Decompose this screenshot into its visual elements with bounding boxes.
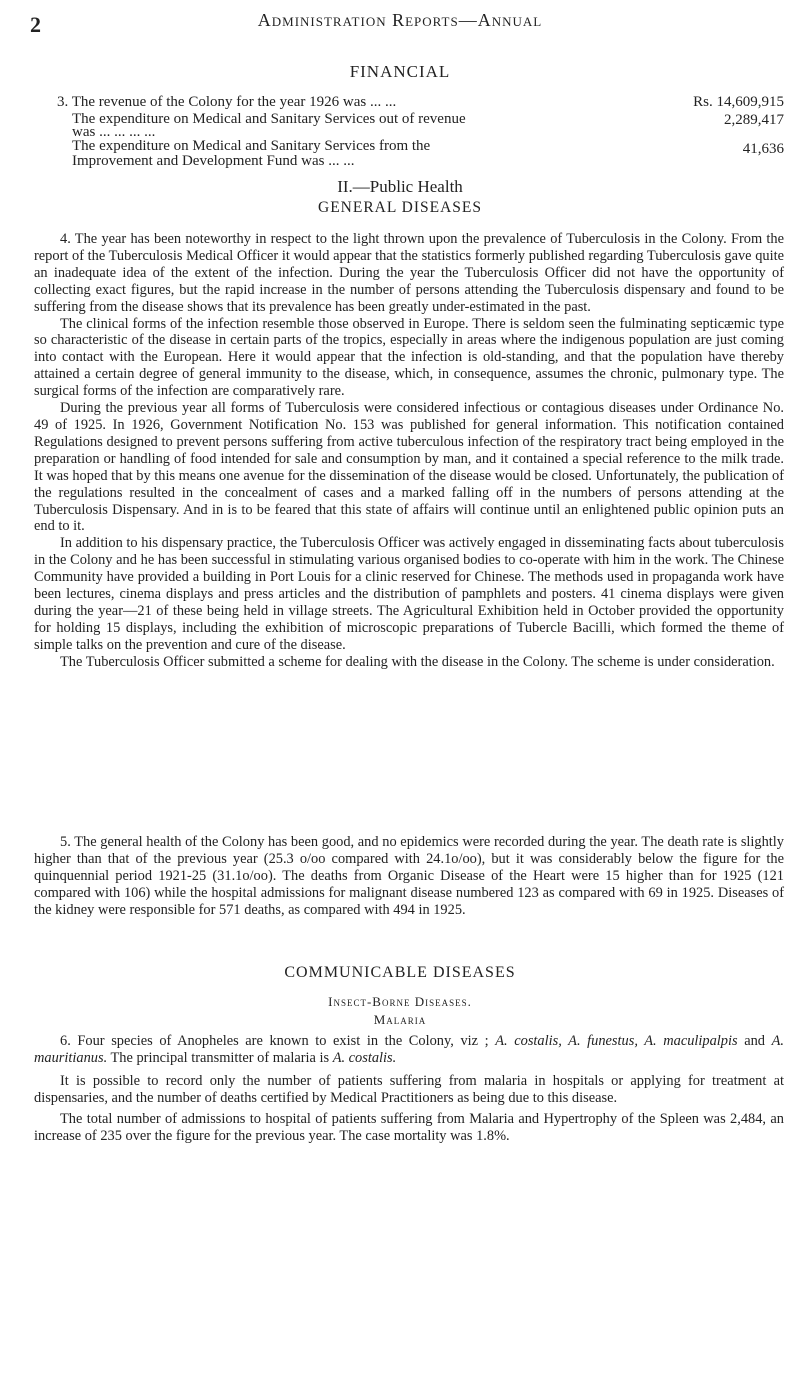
financial-row-label: 3. The revenue of the Colony for the year 1926 was ... ... — [57, 94, 397, 110]
page-number: 2 — [30, 12, 41, 37]
insect-borne-heading: Insect-Borne Diseases. — [328, 994, 472, 1009]
paragraph: During the previous year all forms of Tuberculosis were considered infectious or contagious diseases under Ordinance No. 49 of 1925. In 1926, Government Notification No. 153 was published for general information. This notification contained Regulations designed to prevent persons suffering from active tuberculous infection of the respiratory tract being employed in the preparation or handling of food intended for sale and consumption by man, and it contained a special reference to the milk trade. It was hoped that by this means one avenue for the dissemination of the disease would be closed. Unfortunately, the publication of the regulations resulted in the concealment of cases and a marked falling off in the numbers of persons attending at the Tuberculosis Dispensary. And in is to be feared that this state of affairs will continue until an enlightened public opinion puts an end to it. — [34, 400, 784, 535]
text-run: 6. Four species of Anopheles are known to exist in the Colony, viz ; — [60, 1033, 496, 1049]
financial-row-label: The expenditure on Medical and Sanitary Services out of revenue — [72, 111, 466, 127]
paragraph: In addition to his dispensary practice, the Tuberculosis Officer was actively engaged in disseminating facts about tuberculosis in the Colony and he has been successful in stimulating various organised bodies to co-operate with him in the work. The Chinese Community have provided a building in Port Louis for a clinic reserved for Chinese. The methods used in propaganda work have been lectures, cinema displays and press articles and the distribution of pamphlets and posters. 41 cinema displays were given during the year—21 of these being held in village streets. The Agricultural Exhibition held in October provided the opportunity for holding 15 displays, including the exhibition of microscopic preparations of Tubercle Bacilli, which formed the theme of simple talks on the prevention and cure of the disease. — [34, 535, 784, 653]
paragraph: The Tuberculosis Officer submitted a scheme for dealing with the disease in the Colony. The scheme is under consideration. — [60, 653, 775, 670]
financial-row-label: Improvement and Development Fund was ... ... — [72, 153, 355, 169]
paragraph: 5. The general health of the Colony has been good, and no epidemics were recorded during the year. The death rate is slightly higher than that of the previous year (25.3 o/oo compared with 24.1o/oo), but it was considerably below the figure for the quinquennial period 1921-25 (31.1o/oo). The deaths from Organic Disease of the Heart were 15 higher than for 1925 (121 compared with 106) while the hospital admissions for malignant disease numbered 123 as compared with 69 in 1925. Diseases of the kidney were responsible for 571 deaths, as compared with 494 in 1925. — [34, 834, 784, 918]
financial-row-amount: Rs. 14,609,915 — [693, 94, 784, 110]
species-name: A. mauritianus. — [34, 1033, 784, 1066]
general-diseases-text — [34, 231, 784, 671]
text-run: and — [737, 1033, 772, 1049]
species-name: A. costalis. — [332, 1049, 397, 1066]
financial-row-amount: 2,289,417 — [724, 112, 784, 128]
malaria-heading: Malaria — [373, 1012, 427, 1027]
financial-heading: FINANCIAL — [349, 62, 451, 81]
malaria-text — [34, 1033, 784, 1144]
section-heading-public-health: II.—Public Health — [337, 177, 463, 196]
paragraph: It is possible to record only the number of patients suffering from malaria in hospitals or applying for treatment at dispensaries, and the number of deaths certified by Medical Practitioners as being due to this disease. — [34, 1072, 784, 1106]
subheading-general-diseases: GENERAL DISEASES — [318, 199, 482, 216]
paragraph — [34, 1033, 784, 1067]
financial-row-amount: 41,636 — [742, 141, 784, 157]
paragraph: The total number of admissions to hospital of patients suffering from Malaria and Hypertrophy of the Spleen was 2,484, an increase of 235 over the figure for the previous year. The case mortality was 1.8%. — [34, 1110, 784, 1144]
financial-row-label: was ... ... ... ... — [72, 124, 156, 140]
financial-row-label: The expenditure on Medical and Sanitary Services from the — [72, 138, 431, 154]
species-name: A. costalis, A. funestus, A. maculipalpis — [495, 1033, 738, 1049]
running-title: Administration Reports—Annual — [257, 10, 543, 30]
communicable-diseases-heading: COMMUNICABLE DISEASES — [284, 964, 516, 981]
paragraph: 4. The year has been noteworthy in respect to the light thrown upon the prevalence of Tuberculosis in the Colony. From the report of the Tuberculosis Medical Officer it would appear that the statistics formerly published regarding Tuberculosis gave quite an inadequate idea of the extent of the infection. During the year the Tuberculosis Officer did not have the opportunity of collecting exact figures, but the rapid increase in the number of persons attending the Tuberculosis dispensary and found to be suffering from the disease shows that its prevalence has been greatly under-estimated in the past. — [34, 231, 784, 315]
paragraph: The clinical forms of the infection resemble those observed in Europe. There is seldom seen the fulminating septicæmic type so characteristic of the disease in certain parts of the tropics, especially in areas where the indigenous population are just coming into contact with the European. Here it would appear that the infection is old-standing, and that the population have thereby attained a certain degree of general immunity to the disease, which, in consequence, assumes the chronic, pulmonary type. The surgical forms of the infection are comparatively rare. — [34, 315, 784, 400]
text-run: The principal transmitter of malaria is — [107, 1049, 333, 1066]
paragraph-5-text — [34, 834, 784, 919]
